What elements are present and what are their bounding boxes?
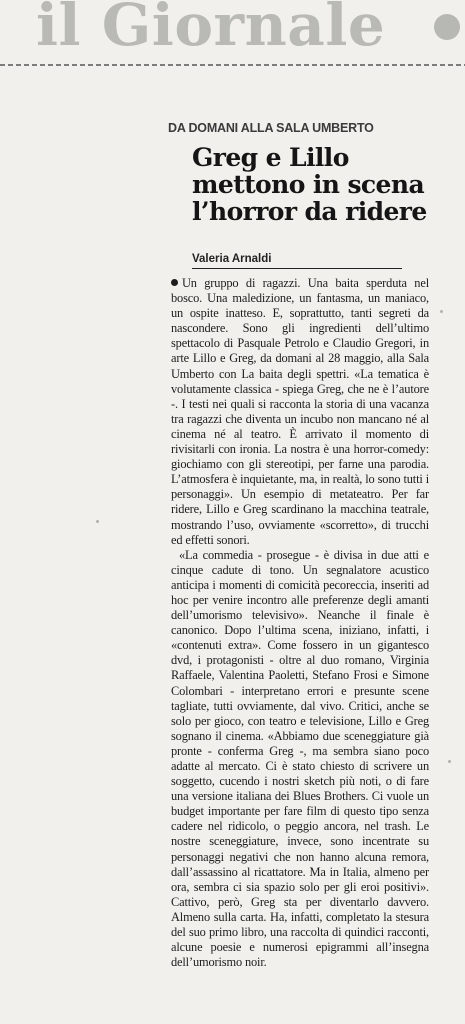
article-paragraph [171, 276, 429, 548]
masthead [0, 0, 465, 66]
scan-speck [448, 760, 451, 763]
paragraph-text: Un gruppo di ragazzi. Una baita sperduta nel bosco. Una maledizione, un fantasma, un maniaco, un ospite inatteso. E, soprattutto, tanti segreti da nascondere. Sono gli ingredienti dell’ultimo spettacolo di Pasquale Petrolo e Claudio Gregori, in arte Lillo e Greg, da domani al 28 maggio, alla Sala Umberto con La baita degli spettri. «La tematica è volutamente classica - spiega Greg, che ne è l’autore -. I testi nei quali si racconta la storia di una vacanza tra ragazzi che diventa un incubo non mancano né al cinema né al teatro. È arrivato il momento di rivisitarli con ironia. La nostra è una horror-comedy: giochiamo con gli stereotipi, per farne una parodia. L’atmosfera è inquietante, ma, in realtà, lo sono tutti i personaggi». Un esempio di metateatro. Per far ridere, Lillo e Greg scardinano la macchina teatrale, mostrando l’uso, ovviamente «scorretto», di trucchi ed effetti sonori. [171, 276, 429, 547]
article-paragraph: «La commedia - prosegue - è divisa in due atti e cinque cadute di tono. Un segnalatore acustico anticipa i momenti di comicità pecoreccia, inseriti ad hoc per venire incontro alle preferenze degli amanti dell’umorismo televisivo». Neanche il finale è canonico. Dopo l’ultima scena, iniziano, infatti, i «contenuti extra». Come fossero in un gigantesco dvd, i protagonisti - oltre al duo romano, Virginia Raffaele, Valentina Paoletti, Stefano Frosi e Simone Colombari - interpretano errori e presunte scene tagliate, tutti ovviamente, dal vivo. Critici, anche se solo per gioco, con teatro e televisione, Lillo e Greg sognano il cinema. «Abbiamo due sceneggiature già pronte - conferma Greg -, ma sembra siano poco adatte al mercato. Ci è stato chiesto di scrivere un soggetto, cucendo i nostri sketch più noti, o di fare una versione italiana dei Blues Brothers. Ci vuole un budget importante per fare film di questo tipo senza cadere nel ridicolo, o peggio ancora, nel trash. Le nostre sceneggiature, invece, sono incentrate su personaggi negativi che non hanno alcuna remora, dall’assassino al ricattatore. Ma in Italia, almeno per ora, sembra ci sia spazio solo per gli eroi positivi». Cattivo, però, Greg sta per diventarlo davvero. Almeno sulla carta. Ha, infatti, completato la stesura del suo primo libro, una raccolta di quindici racconti, alcune poesie e numerosi epigrammi all’insegna dell’umorismo noir. [171, 547, 429, 970]
headline-line: Greg e Lillo [192, 143, 349, 172]
bullet-icon [171, 279, 178, 286]
scan-speck [96, 520, 99, 523]
headline-line: l’horror da ridere [192, 197, 427, 226]
article-headline [192, 144, 427, 225]
masthead-divider [0, 64, 465, 66]
masthead-dot-icon [434, 14, 460, 40]
scan-speck [440, 310, 443, 313]
headline-line: mettono in scena [192, 170, 425, 199]
newspaper-logo: il Giornale [36, 0, 386, 59]
article-kicker: DA DOMANI ALLA SALA UMBERTO [168, 121, 374, 135]
article-byline: Valeria Arnaldi [192, 253, 402, 269]
article-body [171, 276, 429, 970]
